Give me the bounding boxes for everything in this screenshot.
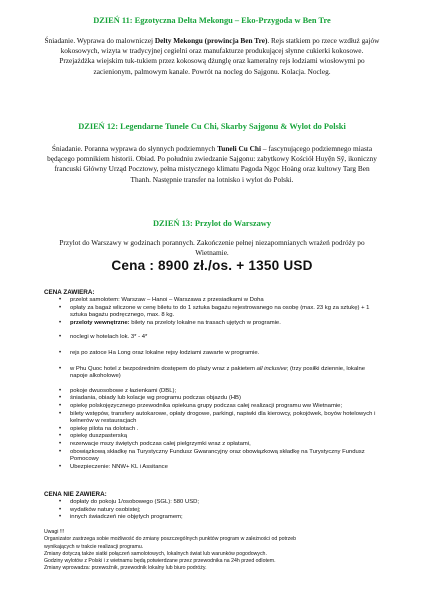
- list-item: • opiekę pilota na dolotach .: [59, 425, 139, 432]
- list-item: • przelot samolotem: Warszaw – Hanoi – Warszawa z przesiadkami w Doha: [59, 297, 264, 303]
- list-item: • wydatków natury osobistej;: [59, 506, 141, 513]
- bullet-icon: •: [59, 402, 62, 409]
- list-item: • śniadania, obiady lub kolacje wg programu podczas objazdu (HB): [59, 395, 241, 402]
- excluded-heading: CENA NIE ZAWIERA:: [44, 491, 107, 498]
- note-line: Godziny wylotów z Polski i z wietnamu będą potwierdzane przez przewodnika na 24h przed odlotem.: [44, 558, 276, 565]
- list-item: • rejs po zatoce Ha Long oraz lokalne rejsy łodziami zawarte w programie.: [59, 349, 260, 356]
- bullet-icon: •: [59, 349, 62, 356]
- list-item: • opiekę polskojęzycznego przewodnika opiekuna grupy podczas całej realizacji programu ww Wietnamie;: [59, 402, 343, 409]
- bullet-icon: •: [59, 365, 62, 372]
- day-13-title: DZIEŃ 13: Przylot do Warszawy: [152, 219, 272, 228]
- list-item: • noclegi w hotelach lok. 3* - 4*: [59, 334, 148, 341]
- excluded-list: [44, 499, 384, 522]
- bullet-icon: •: [59, 395, 62, 402]
- list-item: • Ubezpieczenie: NNW+ KL i Assitance: [59, 463, 168, 470]
- day-13-description: Przylot do Warszawy w godzinach porannych. Zakończenie pełnej niezapomnianych wrażeń podróży po Wietnamie.: [59, 238, 365, 258]
- note-line: Organizator zastrzega sobie możliwość do zmiany poszczególnych punktów program w zależności od potrzeb: [44, 536, 297, 543]
- bullet-icon: •: [59, 448, 62, 455]
- note-line: Zmiany wprowadza: przewoźnik, przewodnik lokalny lub biuro podróży.: [44, 565, 207, 572]
- bullet-icon: •: [59, 433, 62, 440]
- day-11-description: Śniadanie. Wyprawa do malowniczej Delty Mekongu (prowincja Ben Tre). Rejs statkiem po rzece wzdłuż gajów kokosowych, wizyta w tradycyjnej cegielni oraz manufakturze produkującej słynne cukierki kokosowe. Przejażdżka wiejskim tuk-tukiem przez kokosową dżunglę oraz kameralny rejs łodziami wiosłowymi po zacienionym, palmowym kanale. Powrót na nocleg do Sajgonu. Kolacja. Nocleg.: [44, 36, 380, 76]
- list-item: • dopłaty do pokoju 1/osobowego (SGL): 580 USD;: [59, 499, 200, 505]
- bullet-icon: •: [59, 440, 62, 447]
- list-item: • pokoje dwuosobowe z łazienkami (DBL);: [59, 387, 177, 394]
- list-item: • w Phu Quoc hotel z bezpośrednim dostępem do plaży wraz z pakietem all inclusive; (trzy posiłki dziennie, lokalne napoje alkoholowe): [59, 365, 366, 380]
- price-heading: Cena : 8900 zł./os. + 1350 USD: [111, 258, 313, 273]
- notes-section: [44, 529, 384, 573]
- bullet-icon: •: [59, 506, 62, 513]
- day-11-title: DZIEŃ 11: Egzotyczna Delta Mekongu – Eko-Przygoda w Ben Tre: [93, 16, 331, 25]
- bullet-icon: •: [59, 514, 62, 521]
- bullet-icon: •: [59, 319, 62, 326]
- list-item: • innych świadczeń nie objętych programem;: [59, 514, 183, 521]
- notes-heading: Uwagi !!!: [44, 529, 65, 535]
- day-12-description: Śniadanie. Poranna wyprawa do słynnych podziemnych Tuneli Cu Chi – fascynującego podziemnego miasta będącego pomnikiem historii. Obiad. Po południu zwiedzanie Sajgonu: zabytkowy Kościół Huyện Sỹ, ikoniczny francuski Główny Urząd Pocztowy, pełna mistycznego klimatu Pagoda Ngọc Hoàng oraz kultowy Targ Ben Thanh. Następnie transfer na lotnisko i wylot do Polski.: [47, 144, 377, 184]
- included-heading: CENA ZAWIERA:: [44, 289, 95, 296]
- included-list: [44, 297, 384, 471]
- bullet-icon: •: [59, 304, 62, 311]
- bullet-icon: •: [59, 425, 62, 432]
- bullet-icon: •: [59, 387, 62, 394]
- list-item: • bilety wstępów, transfery autokarowe, opłaty drogowe, parkingi, napiwki dla kierowcy, pokojówek, boyów hotelowych i kelnerów w restauracjach: [59, 410, 376, 425]
- day-12-title: DZIEŃ 12: Legendarne Tunele Cu Chi, Skarby Sajgonu & Wylot do Polski: [78, 122, 346, 131]
- bullet-icon: •: [59, 334, 62, 341]
- list-item: • obowiązkową składkę na Turystyczny Fundusz Gwarancyjny oraz obowiązkową składkę na Turystyczny Fundusz Pomocowy: [59, 448, 365, 463]
- list-item: • przeloty wewnętrzne: bilety na przeloty lokalne na trasach ujętych w programie.: [59, 319, 281, 326]
- list-item: • opłaty za bagaż wliczone w cenę biletu to do 1 sztuka bagażu rejestrowanego na osobę (max. 23 kg za sztukę) + 1 sztuka bagażu podręcznego, max. 8 kg.: [59, 304, 370, 319]
- list-item: • rezerwacje mszy świętych podczas całej pielgrzymki wraz z opłatami,: [59, 440, 251, 447]
- note-line: Zmiany dotyczą także siatki połączeń samolotowych, lokalnych świat lub warunków pogodowych.: [44, 550, 267, 557]
- bullet-icon: •: [59, 463, 62, 470]
- note-line: wynikających w trakcie realizacji programu.: [44, 543, 144, 550]
- bullet-icon: •: [59, 297, 62, 303]
- bullet-icon: •: [59, 499, 62, 505]
- list-item: • opiekę duszpasterską: [59, 433, 127, 440]
- bullet-icon: •: [59, 410, 62, 417]
